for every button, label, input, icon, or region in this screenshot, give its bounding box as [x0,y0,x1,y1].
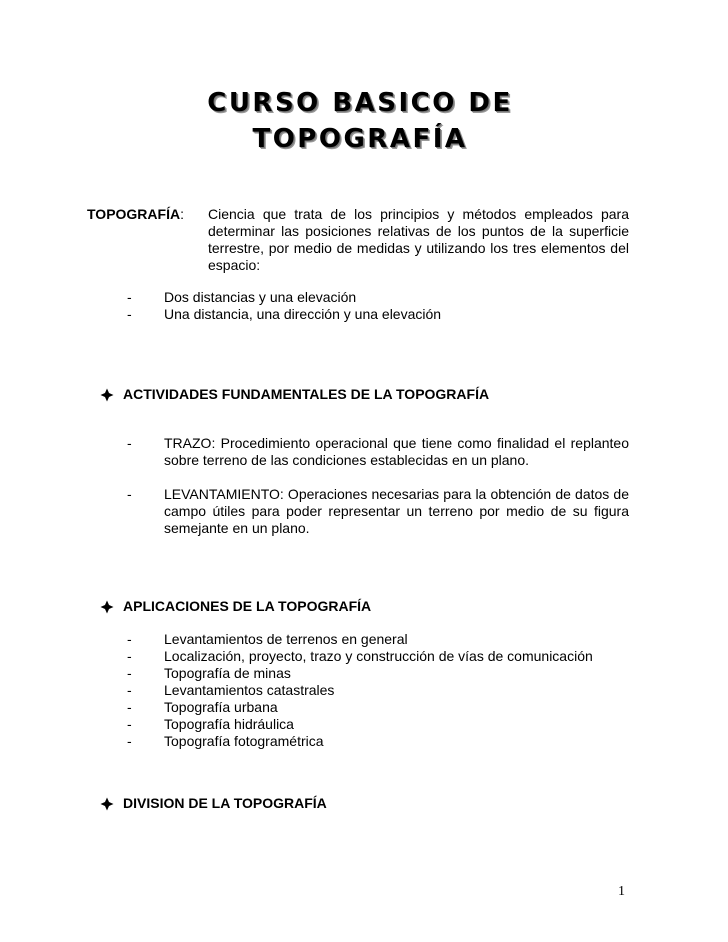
definition-text: Ciencia que trata de los principios y métodos empleados para determinar las posiciones relativas de los puntos de la superficie terrestre, por medio de medidas y utilizando los tres elementos del espacio: [208,206,629,273]
section-heading-division [123,795,327,812]
list-item-text: Levantamientos catastrales [164,682,335,698]
dash-bullet: - [127,435,132,451]
list-item [127,716,627,733]
list-item [127,435,629,469]
dash-bullet: - [127,682,132,698]
list-item-text: Levantamientos de terrenos en general [164,631,408,647]
list-item-text: Localización, proyecto, trazo y construcción de vías de comunicación [164,648,593,664]
diamond-bullet-icon [99,387,115,403]
list-item [127,682,627,699]
definition-colon: : [180,206,184,222]
title-line-2: TOPOGRAFÍA [252,124,468,154]
section-heading-actividades [123,386,489,403]
section-heading-text: DIVISION DE LA TOPOGRAFÍA [123,795,327,811]
dash-bullet: - [127,648,132,664]
dash-bullet: - [127,665,132,681]
dash-bullet: - [127,486,132,502]
list-item [127,289,627,306]
list-item [127,665,627,682]
dash-bullet: - [127,716,132,732]
list-item [127,699,627,716]
list-item-text: Topografía de minas [164,665,291,681]
definition-term-text: TOPOGRAFÍA [87,206,181,222]
list-item [127,631,627,648]
dash-bullet: - [127,733,132,749]
definition-list [127,289,627,323]
section-heading-aplicaciones [123,598,371,615]
list-item-text: Topografía urbana [164,699,278,715]
list-item [127,486,629,537]
title-line-1: CURSO BASICO DE [207,88,513,118]
activities-list-2 [127,486,629,537]
page-number: 1 [618,884,625,899]
list-item [127,648,627,665]
diamond-bullet-icon [99,599,115,615]
dash-bullet: - [127,306,132,322]
list-item [127,733,627,750]
dash-bullet: - [127,631,132,647]
dash-bullet: - [127,699,132,715]
list-item [127,306,627,323]
applications-list [127,631,627,750]
list-item-text: Topografía hidráulica [164,716,294,732]
list-item-text: TRAZO: Procedimiento operacional que tiene como finalidad el replanteo sobre terreno de las condiciones establecidas en un plano. [164,435,629,468]
list-item-text: Topografía fotogramétrica [164,733,324,749]
section-heading-text: ACTIVIDADES FUNDAMENTALES DE LA TOPOGRAFÍA [123,386,490,402]
activities-list [127,435,629,469]
list-item-text: LEVANTAMIENTO: Operaciones necesarias para la obtención de datos de campo útiles para poder representar un terreno por medio de su figura semejante en un plano. [164,486,629,536]
diamond-bullet-icon [99,796,115,812]
list-item-text: Dos distancias y una elevación [164,289,357,305]
list-item-text: Una distancia, una dirección y una elevación [164,306,442,322]
dash-bullet: - [127,289,132,305]
section-heading-text: APLICACIONES DE LA TOPOGRAFÍA [123,598,372,614]
definition-term [87,206,184,223]
